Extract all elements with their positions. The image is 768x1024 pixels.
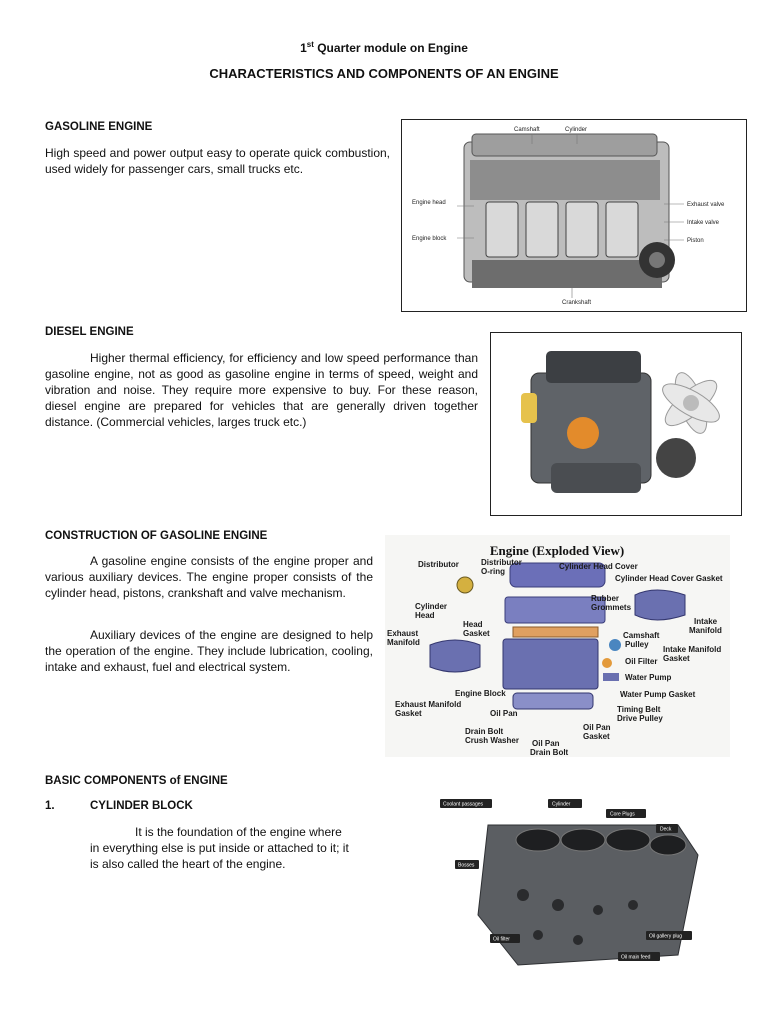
- label-cylinder-head-line2: Head: [415, 611, 435, 620]
- label-engine-block: Engine block: [412, 236, 447, 242]
- page-title: CHARACTERISTICS AND COMPONENTS OF AN ENGINE: [209, 66, 559, 81]
- label-piston: Piston: [687, 238, 704, 244]
- label-head-gasket-line2: Gasket: [463, 629, 490, 638]
- diesel-heading: DIESEL ENGINE: [45, 326, 134, 338]
- label-camshaft: Camshaft: [514, 127, 540, 133]
- label-water-pump-gasket: Water Pump Gasket: [620, 690, 696, 699]
- label-camshaft-pulley-line2: Pulley: [625, 640, 649, 649]
- gasoline-text: High speed and power output easy to operate quick combustion, used widely for passenger cars, small trucks etc.: [45, 146, 390, 176]
- label-oil-pan: Oil Pan: [490, 709, 518, 718]
- label-exhaust-manifold-line2: Manifold: [387, 638, 420, 647]
- construction-para-1: A gasoline engine consists of the engine proper and various auxiliary devices. The engine proper consists of the cylinder head, pistons, crankshaft and valve mechanism.: [45, 554, 373, 600]
- item-title: CYLINDER BLOCK: [90, 800, 193, 812]
- cylinder-block-figure: [428, 795, 718, 975]
- diesel-engine-figure: [490, 332, 742, 516]
- construction-heading: CONSTRUCTION OF GASOLINE ENGINE: [45, 530, 268, 542]
- label-intake-manifold-gasket-line1: Intake Manifold: [663, 645, 722, 654]
- label-cylinder: Cylinder: [552, 801, 571, 808]
- label-deck: Deck: [660, 826, 672, 833]
- module-header: 1st Quarter module on Engine: [300, 40, 468, 55]
- label-crankshaft: Crankshaft: [562, 300, 592, 306]
- label-camshaft-pulley-line1: Camshaft: [623, 631, 660, 640]
- label-distributor: Distributor: [418, 560, 459, 569]
- exploded-view-illustration: [385, 535, 730, 757]
- label-distributor-oring-line2: O-ring: [481, 567, 505, 576]
- label-oil-filter: Oil filter: [493, 936, 510, 943]
- label-oil-gallery-plug: Oil gallery plug: [649, 933, 683, 940]
- label-timing-line2: Drive Pulley: [617, 714, 663, 723]
- label-bosses: Bosses: [458, 862, 475, 869]
- label-exhaust-valve: Exhaust valve: [687, 202, 725, 208]
- label-exhaust-manifold-gasket-line2: Gasket: [395, 709, 422, 718]
- exploded-view-title: Engine (Exploded View): [489, 543, 625, 558]
- label-rubber-line1: Rubber: [591, 594, 619, 603]
- label-intake-manifold-gasket-line2: Gasket: [663, 654, 690, 663]
- gasoline-heading: GASOLINE ENGINE: [45, 121, 153, 133]
- label-exhaust-manifold-line1: Exhaust: [387, 629, 419, 638]
- label-timing-line1: Timing Belt: [617, 705, 661, 714]
- label-coolant-passages: Coolant passages: [443, 801, 484, 808]
- construction-para-2: Auxiliary devices of the engine are designed to help the operation of the engine. They include lubrication, cooling, intake and exhaust, fuel and electrical system.: [45, 628, 373, 674]
- label-distributor-oring-line1: Distributor: [481, 558, 522, 567]
- label-oil-pan-drain-line2: Drain Bolt: [530, 748, 569, 757]
- label-head-gasket-line1: Head: [463, 620, 483, 629]
- label-oil-pan-gasket-line1: Oil Pan: [583, 723, 611, 732]
- label-oil-pan-gasket-line2: Gasket: [583, 732, 610, 741]
- label-engine-head: Engine head: [412, 200, 446, 206]
- label-cylinder: Cylinder: [565, 127, 588, 133]
- label-core-plugs: Core Plugs: [610, 811, 635, 818]
- gasoline-engine-figure: [401, 119, 747, 312]
- label-oil-main-feed: Oil main feed: [621, 954, 651, 961]
- cylinder-block-illustration: [428, 795, 718, 975]
- label-water-pump: Water Pump: [625, 673, 672, 682]
- label-engine-block: Engine Block: [455, 689, 506, 698]
- exploded-view-figure: [385, 535, 730, 757]
- item-number: 1.: [45, 800, 55, 812]
- label-cylinder-head-cover: Cylinder Head Cover: [559, 562, 638, 571]
- diesel-text: Higher thermal efficiency, for efficiency and low speed performance than gasoline engine, not as good as gasoline engine in terms of speed, weight and vibration and noise. They require more expensive to buy. For these reason, diesel engine are prepared for vehicles that are generally driven together distance. (Commercial vehicles, larges truck etc.): [45, 351, 478, 429]
- label-intake-manifold-line1: Intake: [694, 617, 718, 626]
- basic-heading: BASIC COMPONENTS of ENGINE: [45, 775, 228, 787]
- gasoline-engine-illustration: [402, 120, 746, 311]
- label-drain-bolt-line2: Crush Washer: [465, 736, 519, 745]
- label-oil-pan-drain-line1: Oil Pan: [532, 739, 560, 748]
- item-text: It is the foundation of the engine where in everything else is put inside or attached to it; it is also called the heart of the engine.: [90, 825, 349, 871]
- label-cylinder-head-cover-gasket: Cylinder Head Cover Gasket: [615, 574, 723, 583]
- label-rubber-line2: Grommets: [591, 603, 632, 612]
- diesel-engine-illustration: [491, 333, 741, 515]
- label-intake-valve: Intake valve: [687, 220, 720, 226]
- label-intake-manifold-line2: Manifold: [689, 626, 722, 635]
- label-drain-bolt-line1: Drain Bolt: [465, 727, 504, 736]
- label-oil-filter: Oil Filter: [625, 657, 658, 666]
- label-exhaust-manifold-gasket-line1: Exhaust Manifold: [395, 700, 462, 709]
- label-cylinder-head-line1: Cylinder: [415, 602, 448, 611]
